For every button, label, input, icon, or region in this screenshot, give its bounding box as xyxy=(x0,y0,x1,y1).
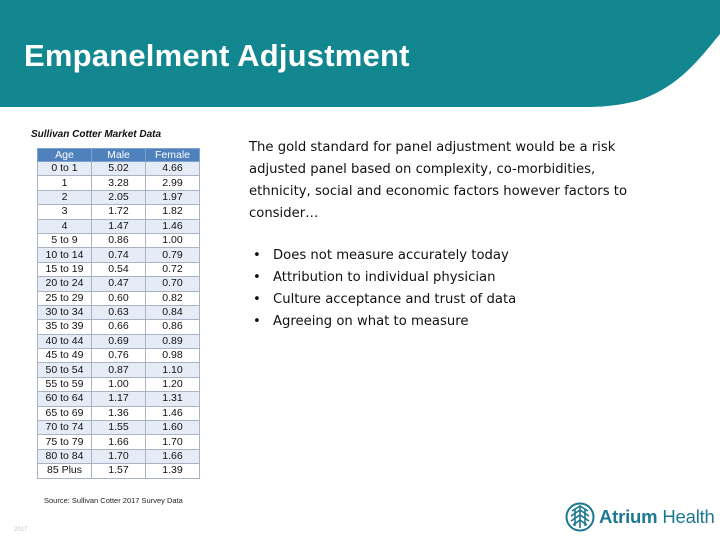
cell-male: 0.69 xyxy=(92,334,146,348)
cell-female: 1.39 xyxy=(146,464,200,478)
table-row xyxy=(38,291,200,305)
cell-male: 0.76 xyxy=(92,349,146,363)
cell-male: 0.47 xyxy=(92,277,146,291)
cell-female: 1.46 xyxy=(146,219,200,233)
table-row xyxy=(38,320,200,334)
cell-age: 0 to 1 xyxy=(38,162,92,176)
cell-male: 1.70 xyxy=(92,449,146,463)
cell-female: 1.70 xyxy=(146,435,200,449)
list-item xyxy=(249,267,516,289)
bullet-glyph: • xyxy=(253,248,261,263)
cell-male: 0.60 xyxy=(92,291,146,305)
table-body xyxy=(38,162,200,479)
cell-female: 1.31 xyxy=(146,392,200,406)
column-header-male: Male xyxy=(92,149,146,162)
footer-mark: 2017 xyxy=(14,527,28,533)
table-row xyxy=(38,205,200,219)
cell-age: 50 to 54 xyxy=(38,363,92,377)
cell-male: 1.66 xyxy=(92,435,146,449)
cell-male: 1.72 xyxy=(92,205,146,219)
column-header-age: Age xyxy=(38,149,92,162)
cell-age: 60 to 64 xyxy=(38,392,92,406)
logo-wordmark xyxy=(599,506,715,528)
table-row xyxy=(38,421,200,435)
table-row xyxy=(38,406,200,420)
atrium-health-lattice-icon xyxy=(565,502,595,532)
cell-age: 40 to 44 xyxy=(38,334,92,348)
cell-male: 0.63 xyxy=(92,305,146,319)
cell-female: 1.82 xyxy=(146,205,200,219)
table-row xyxy=(38,349,200,363)
cell-male: 0.66 xyxy=(92,320,146,334)
column-header-female: Female xyxy=(146,149,200,162)
cell-female: 0.79 xyxy=(146,248,200,262)
cell-female: 0.89 xyxy=(146,334,200,348)
bullet-glyph: • xyxy=(253,270,261,285)
cell-age: 45 to 49 xyxy=(38,349,92,363)
table-row xyxy=(38,363,200,377)
cell-age: 80 to 84 xyxy=(38,449,92,463)
cell-female: 1.20 xyxy=(146,377,200,391)
cell-age: 70 to 74 xyxy=(38,421,92,435)
atrium-health-logo xyxy=(565,500,715,534)
list-item-text: Does not measure accurately today xyxy=(273,248,509,263)
table-row xyxy=(38,277,200,291)
market-data-table xyxy=(37,148,200,479)
bullet-glyph: • xyxy=(253,292,261,307)
cell-female: 0.98 xyxy=(146,349,200,363)
table-row xyxy=(38,176,200,190)
cell-male: 2.05 xyxy=(92,190,146,204)
cell-female: 0.82 xyxy=(146,291,200,305)
table-row xyxy=(38,219,200,233)
table-row xyxy=(38,334,200,348)
table-row xyxy=(38,449,200,463)
table-row xyxy=(38,392,200,406)
list-item xyxy=(249,289,516,311)
table-row xyxy=(38,248,200,262)
cell-male: 1.47 xyxy=(92,219,146,233)
cell-female: 1.66 xyxy=(146,449,200,463)
cell-female: 0.86 xyxy=(146,320,200,334)
list-item xyxy=(249,245,516,267)
source-note: Source: Sullivan Cotter 2017 Survey Data xyxy=(44,496,183,505)
table-row xyxy=(38,162,200,176)
cell-female: 1.00 xyxy=(146,233,200,247)
cell-male: 0.86 xyxy=(92,233,146,247)
cell-female: 0.70 xyxy=(146,277,200,291)
cell-age: 10 to 14 xyxy=(38,248,92,262)
cell-age: 35 to 39 xyxy=(38,320,92,334)
list-item-text: Culture acceptance and trust of data xyxy=(273,292,517,307)
cell-age: 15 to 19 xyxy=(38,262,92,276)
cell-male: 1.36 xyxy=(92,406,146,420)
bullet-glyph: • xyxy=(253,314,261,329)
table-row xyxy=(38,305,200,319)
table-row xyxy=(38,233,200,247)
cell-male: 1.57 xyxy=(92,464,146,478)
cell-age: 2 xyxy=(38,190,92,204)
table-row xyxy=(38,262,200,276)
cell-female: 0.72 xyxy=(146,262,200,276)
cell-male: 0.87 xyxy=(92,363,146,377)
slide-title: Empanelment Adjustment xyxy=(24,38,410,73)
table-header-row xyxy=(38,149,200,162)
cell-age: 85 Plus xyxy=(38,464,92,478)
considerations-list xyxy=(249,245,516,333)
table-caption: Sullivan Cotter Market Data xyxy=(31,129,162,140)
cell-male: 0.54 xyxy=(92,262,146,276)
table-row xyxy=(38,190,200,204)
cell-female: 0.84 xyxy=(146,305,200,319)
cell-age: 30 to 34 xyxy=(38,305,92,319)
cell-female: 2.99 xyxy=(146,176,200,190)
cell-age: 1 xyxy=(38,176,92,190)
list-item-text: Attribution to individual physician xyxy=(273,270,496,285)
logo-word-atrium: Atrium xyxy=(599,506,658,527)
table-row xyxy=(38,435,200,449)
cell-age: 3 xyxy=(38,205,92,219)
cell-male: 5.02 xyxy=(92,162,146,176)
table-row xyxy=(38,377,200,391)
cell-female: 1.60 xyxy=(146,421,200,435)
cell-female: 1.10 xyxy=(146,363,200,377)
cell-age: 75 to 79 xyxy=(38,435,92,449)
cell-male: 3.28 xyxy=(92,176,146,190)
list-item xyxy=(249,311,516,333)
cell-age: 20 to 24 xyxy=(38,277,92,291)
cell-male: 1.17 xyxy=(92,392,146,406)
cell-age: 4 xyxy=(38,219,92,233)
cell-female: 4.66 xyxy=(146,162,200,176)
table-row xyxy=(38,464,200,478)
intro-paragraph: The gold standard for panel adjustment would be a risk adjusted panel based on complexity, co-morbidities, ethnicity, social and economic factors however factors to consider… xyxy=(249,140,628,221)
cell-female: 1.46 xyxy=(146,406,200,420)
cell-age: 25 to 29 xyxy=(38,291,92,305)
cell-male: 1.00 xyxy=(92,377,146,391)
cell-age: 5 to 9 xyxy=(38,233,92,247)
logo-word-health: Health xyxy=(657,506,715,527)
cell-age: 65 to 69 xyxy=(38,406,92,420)
cell-female: 1.97 xyxy=(146,190,200,204)
cell-age: 55 to 59 xyxy=(38,377,92,391)
list-item-text: Agreeing on what to measure xyxy=(273,314,469,329)
cell-male: 1.55 xyxy=(92,421,146,435)
cell-male: 0.74 xyxy=(92,248,146,262)
